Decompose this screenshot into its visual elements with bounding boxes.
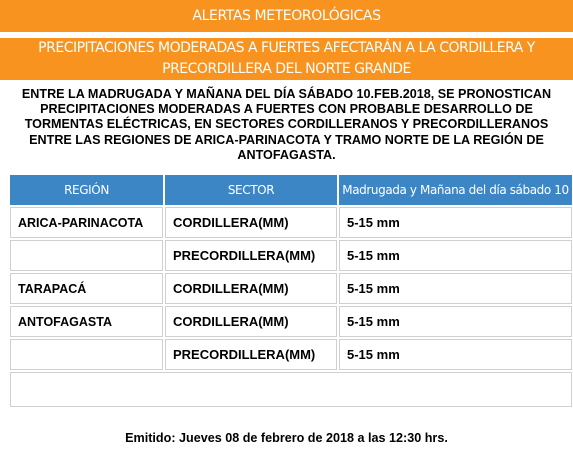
- region-cell: [10, 339, 163, 370]
- alert-headline-banner: [0, 38, 573, 80]
- sector-cell: CORDILLERA(MM): [165, 207, 337, 238]
- region-cell: ARICA-PARINACOTA: [10, 207, 163, 238]
- amount-cell: 5-15 mm: [339, 240, 572, 271]
- forecast-text: ENTRE LA MADRUGADA Y MAÑANA DEL DÍA SÁBADO 10.FEB.2018, SE PRONOSTICAN PRECIPITACIONES MODERADAS A FUERTES CON PROBABLE DESARROLLO DE TORMENTAS ELÉCTRICAS, EN SECTORES CORDILLERANOS Y PRECORDILLERANOS ENTRE LAS REGIONES DE ARICA-PARINACOTA Y TRAMO NORTE DE LA REGIÓN DE ANTOFAGASTA.: [21, 87, 552, 162]
- amount-cell: 5-15 mm: [339, 207, 572, 238]
- sector-cell: CORDILLERA(MM): [165, 273, 337, 304]
- alert-table-container: [8, 173, 573, 409]
- amount-cell: 5-15 mm: [339, 306, 572, 337]
- sector-cell: PRECORDILLERA(MM): [165, 240, 337, 271]
- table-row: [10, 207, 572, 238]
- region-cell: [10, 240, 163, 271]
- amount-cell: 5-15 mm: [339, 273, 572, 304]
- alerts-title-banner: [0, 0, 573, 32]
- alerts-title: ALERTAS METEOROLÓGICAS: [192, 8, 381, 24]
- alert-table: [8, 173, 573, 409]
- table-row: [10, 240, 572, 271]
- sector-cell: CORDILLERA(MM): [165, 306, 337, 337]
- table-row: [10, 339, 572, 370]
- empty-cell: [10, 372, 572, 407]
- table-empty-row: [10, 372, 572, 407]
- region-cell: ANTOFAGASTA: [10, 306, 163, 337]
- region-cell: TARAPACÁ: [10, 273, 163, 304]
- alert-headline: PRECIPITACIONES MODERADAS A FUERTES AFECTARÁN A LA CORDILLERA Y PRECORDILLERA DEL NORTE GRANDE: [38, 40, 535, 77]
- amount-cell: 5-15 mm: [339, 339, 572, 370]
- column-header-region: REGIÓN: [10, 175, 163, 205]
- emitted-timestamp: Emitido: Jueves 08 de febrero de 2018 a las 12:30 hrs.: [125, 431, 448, 445]
- column-header-period: Madrugada y Mañana del día sábado 10: [339, 175, 572, 205]
- sector-cell: PRECORDILLERA(MM): [165, 339, 337, 370]
- table-row: [10, 306, 572, 337]
- table-row: [10, 273, 572, 304]
- table-header-row: [10, 175, 572, 205]
- column-header-sector: SECTOR: [165, 175, 337, 205]
